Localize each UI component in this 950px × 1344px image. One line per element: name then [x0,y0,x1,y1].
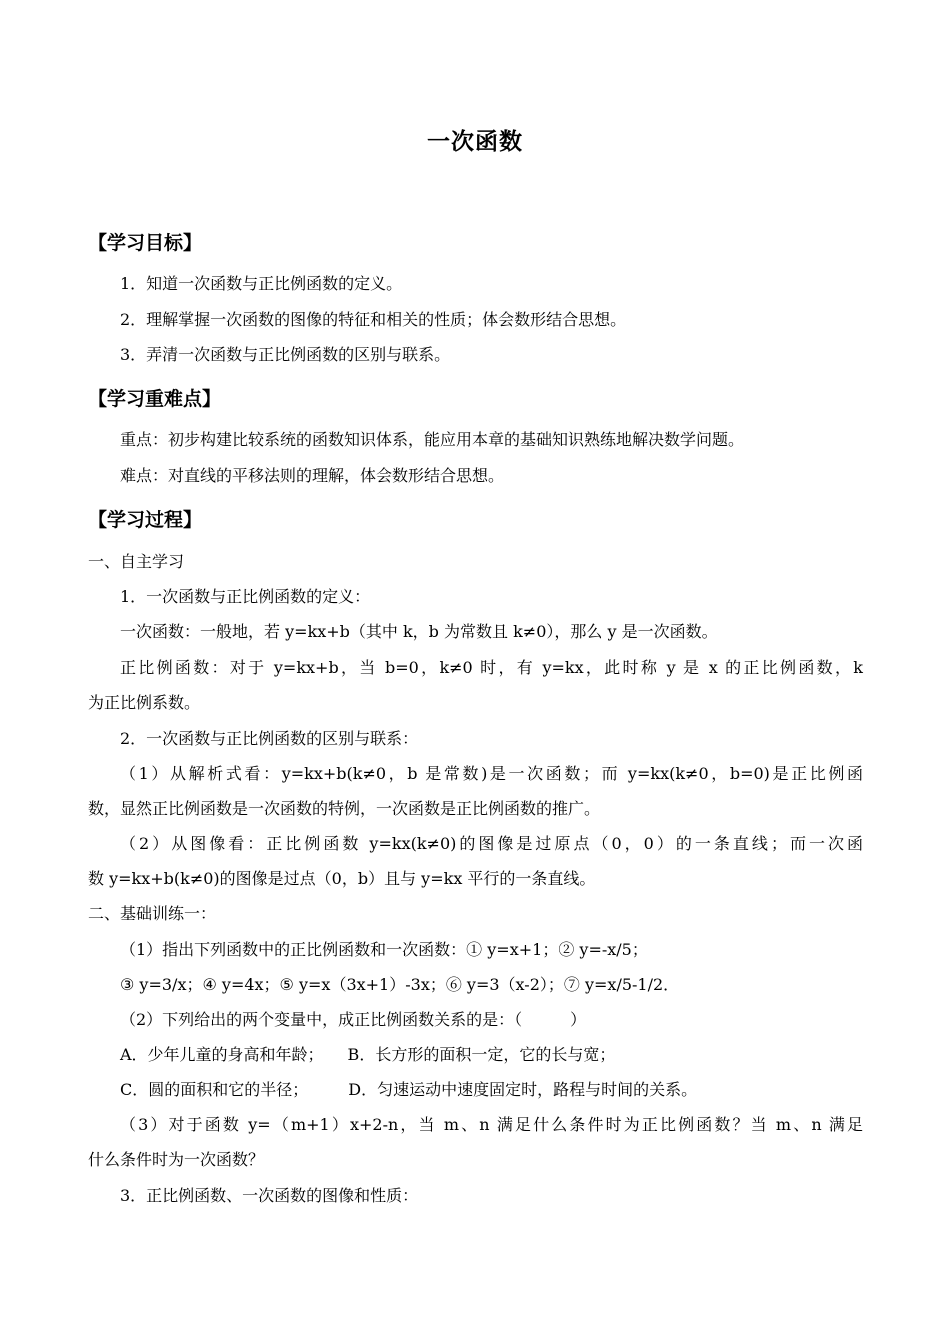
page-title: 一次函数 [427,128,523,155]
process-line: 二、基础训练一： [88,904,217,923]
process-line: C．圆的面积和它的半径； D．匀速运动中速度固定时，路程与时间的关系。 [120,1080,698,1099]
process-line: 数 y=kx+b(k≠0)的图像是过点（0，b）且与 y=kx 平行的一条直线。 [88,869,596,888]
key-point-item: 重点：初步构建比较系统的函数知识体系，能应用本章的基础知识熟练地解决数学问题。 [120,430,745,449]
goal-item: 3．弄清一次函数与正比例函数的区别与联系。 [120,345,451,364]
process-line: （2）下列给出的两个变量中，成正比例函数关系的是：（ ） [120,1010,587,1029]
process-line: 3．正比例函数、一次函数的图像和性质： [120,1186,419,1205]
key-point-item: 难点：对直线的平移法则的理解，体会数形结合思想。 [120,466,505,485]
goal-item: 2．理解掌握一次函数的图像的特征和相关的性质；体会数形结合思想。 [120,310,627,329]
process-line: （3）对于函数 y=（m+1）x+2-n，当 m、n 满足什么条件时为正比例函数？当 m、n 满足 [120,1115,863,1134]
process-line: 为正比例系数。 [88,693,201,712]
section-heading-key-points: 【学习重难点】 [88,388,222,410]
process-line: 正比例函数：对于 y=kx+b，当 b=0，k≠0 时，有 y=kx，此时称 y 是 x 的正比例函数，k [120,658,863,677]
process-line: （1）指出下列函数中的正比例函数和一次函数：① y=x+1；② y=-x/5； [120,940,648,959]
process-line: 一、自主学习 [88,552,185,571]
section-heading-goals: 【学习目标】 [88,232,203,254]
process-line: A．少年儿童的身高和年龄； B．长方形的面积一定，它的长与宽； [120,1045,616,1064]
process-line: 数，显然正比例函数是一次函数的特例，一次函数是正比例函数的推广。 [88,799,601,818]
process-line: 什么条件时为一次函数？ [88,1150,265,1169]
section-heading-process: 【学习过程】 [88,509,203,531]
process-line: （1）从解析式看：y=kx+b(k≠0，b 是常数)是一次函数；而 y=kx(k≠0，b=0)是正比例函 [120,764,863,783]
goal-item: 1．知道一次函数与正比例函数的定义。 [120,274,403,293]
process-line: （2）从图像看：正比例函数 y=kx(k≠0)的图像是过原点（0，0）的一条直线；而一次函 [120,834,863,853]
process-line: 1．一次函数与正比例函数的定义： [120,587,371,606]
process-line: ③ y=3/x；④ y=4x；⑤ y=x（3x+1）-3x；⑥ y=3（x-2）；⑦ y=x/5-1/2． [120,975,680,994]
process-line: 一次函数：一般地，若 y=kx+b（其中 k，b 为常数且 k≠0），那么 y 是一次函数。 [120,622,718,641]
process-line: 2．一次函数与正比例函数的区别与联系： [120,729,419,748]
